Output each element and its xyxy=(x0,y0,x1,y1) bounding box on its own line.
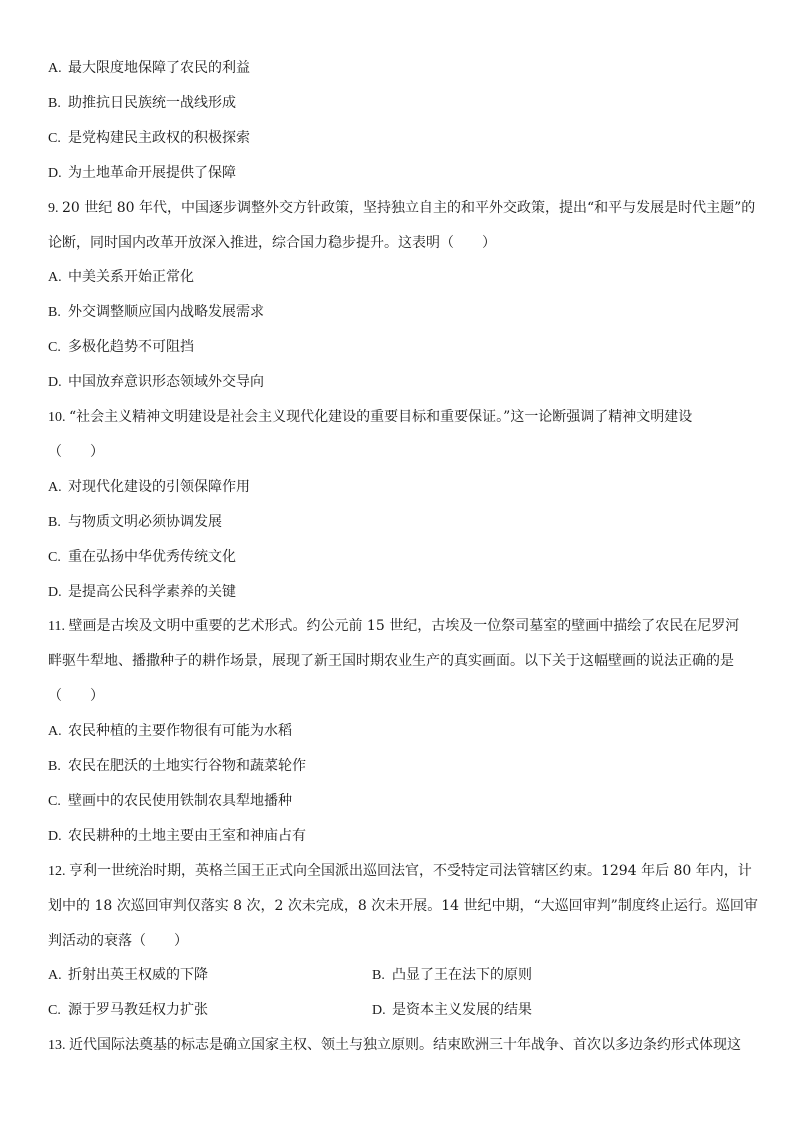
option-line xyxy=(48,582,236,603)
question-number: 11. xyxy=(48,619,69,635)
option-line xyxy=(48,477,250,498)
question-text: 近代国际法奠基的标志是确立国家主权、领土与独立原则。结束欧洲三十年战争、首次以多边条约形式体现这 xyxy=(69,1037,741,1054)
option-text: 中国放弃意识形态领域外交导向 xyxy=(68,374,264,391)
option-text: 中美关系开始正常化 xyxy=(68,269,194,286)
option-label: C. xyxy=(48,549,61,565)
option-text: 外交调整顺应国内战略发展需求 xyxy=(68,304,264,321)
option-label: A. xyxy=(48,724,62,740)
option-text: 农民种植的主要作物很有可能为水稻 xyxy=(68,723,292,740)
option-text: 重在弘扬中华优秀传统文化 xyxy=(68,548,236,565)
option-line xyxy=(48,721,292,742)
question-number: 10. xyxy=(48,410,69,425)
option-line xyxy=(48,756,306,777)
option-label: B. xyxy=(48,514,61,530)
option-line xyxy=(48,58,250,79)
option-text: 多极化趋势不可阻挡 xyxy=(68,339,194,356)
question-stem-continued xyxy=(48,686,104,706)
option-label: C. xyxy=(48,340,61,356)
option-label: B. xyxy=(48,305,61,321)
option-label: B. xyxy=(48,759,61,774)
question-number: 13. xyxy=(48,1038,69,1054)
option-label: D. xyxy=(48,165,62,181)
question-text: 划中的 18 次巡回审判仅落实 8 次，2 次未完成，8 次未开展。14 世纪中期，“大巡回审判”制度终止运行。巡回审 xyxy=(48,897,758,914)
option-text: 是党构建民主政权的积极探索 xyxy=(68,129,250,146)
question-stem xyxy=(48,861,752,882)
option-label: D. xyxy=(48,375,62,391)
option-line xyxy=(48,512,222,533)
option-line xyxy=(48,93,236,114)
option-text: 与物质文明必须协调发展 xyxy=(68,513,222,530)
option-text: 农民耕种的土地主要由王室和神庙占有 xyxy=(68,827,306,844)
option-label: A. xyxy=(48,61,62,76)
option-label: D. xyxy=(48,584,62,600)
option-label: D. xyxy=(372,1003,386,1019)
option-line xyxy=(48,163,236,184)
question-stem xyxy=(48,407,692,428)
question-text: 壁画是古埃及文明中重要的艺术形式。约公元前 15 世纪，古埃及一位祭司墓室的壁画中描绘了农民在尼罗河 xyxy=(68,618,740,635)
question-text: 判活动的衰落（ ） xyxy=(48,932,188,949)
option-label: D. xyxy=(48,828,62,844)
option-text: 是资本主义发展的结果 xyxy=(392,1002,532,1019)
option-text: 助推抗日民族统一战线形成 xyxy=(68,94,236,111)
question-stem-continued xyxy=(48,651,734,671)
question-stem-continued xyxy=(48,931,188,951)
option-line xyxy=(48,128,250,149)
option-text: 壁画中的农民使用铁制农具犁地播种 xyxy=(68,792,292,809)
option-line xyxy=(372,965,532,986)
question-stem-continued xyxy=(48,442,104,462)
option-line xyxy=(48,965,208,986)
question-text: 亨利一世统治时期，英格兰国王正式向全国派出巡回法官，不受特定司法管辖区约束。1294 年后 80 年内，计 xyxy=(69,862,752,879)
option-line xyxy=(372,1000,532,1021)
option-label: B. xyxy=(372,968,385,984)
option-line xyxy=(48,302,264,323)
question-number: 12. xyxy=(48,863,69,879)
question-stem xyxy=(48,198,755,219)
option-line xyxy=(48,826,306,847)
option-line xyxy=(48,267,194,288)
option-label: A. xyxy=(48,270,62,286)
option-text: 对现代化建设的引领保障作用 xyxy=(68,478,250,495)
question-number: 9. xyxy=(48,200,62,216)
option-line xyxy=(48,547,236,568)
option-line xyxy=(48,1000,208,1021)
option-text: 是提高公民科学素养的关键 xyxy=(68,583,236,600)
question-text: （ ） xyxy=(48,443,104,460)
question-text: 畔驱牛犁地、播撒种子的耕作场景，展现了新王国时期农业生产的真实画面。以下关于这幅壁画的说法正确的是 xyxy=(48,653,734,670)
option-label: A. xyxy=(48,479,62,495)
option-label: C. xyxy=(48,1003,61,1019)
option-line xyxy=(48,372,264,393)
option-label: A. xyxy=(48,968,62,984)
option-text: 凸显了王在法下的原则 xyxy=(392,967,532,984)
option-line xyxy=(48,791,292,812)
option-text: 农民在肥沃的土地实行谷物和蔬菜轮作 xyxy=(68,758,306,774)
option-text: 为土地革命开展提供了保障 xyxy=(68,164,236,181)
question-stem xyxy=(48,616,739,637)
option-label: C. xyxy=(48,793,61,809)
question-text: （ ） xyxy=(48,688,104,705)
question-text: 20 世纪 80 年代，中国逐步调整外交方针政策，坚持独立自主的和平外交政策，提出“和平与发展是时代主题”的 xyxy=(62,199,756,216)
question-text: “社会主义精神文明建设是社会主义现代化建设的重要目标和重要保证。”这一论断强调了精神文明建设 xyxy=(69,409,693,425)
option-label: C. xyxy=(48,130,61,146)
question-stem-continued xyxy=(48,896,758,916)
question-stem-continued xyxy=(48,233,496,253)
question-stem xyxy=(48,1035,741,1056)
option-line xyxy=(48,337,194,358)
option-text: 最大限度地保障了农民的利益 xyxy=(68,60,250,76)
option-text: 源于罗马教廷权力扩张 xyxy=(68,1002,208,1019)
option-label: B. xyxy=(48,95,61,111)
option-text: 折射出英王权威的下降 xyxy=(68,967,208,984)
question-text: 论断，同时国内改革开放深入推进，综合国力稳步提升。这表明（ ） xyxy=(48,234,496,251)
